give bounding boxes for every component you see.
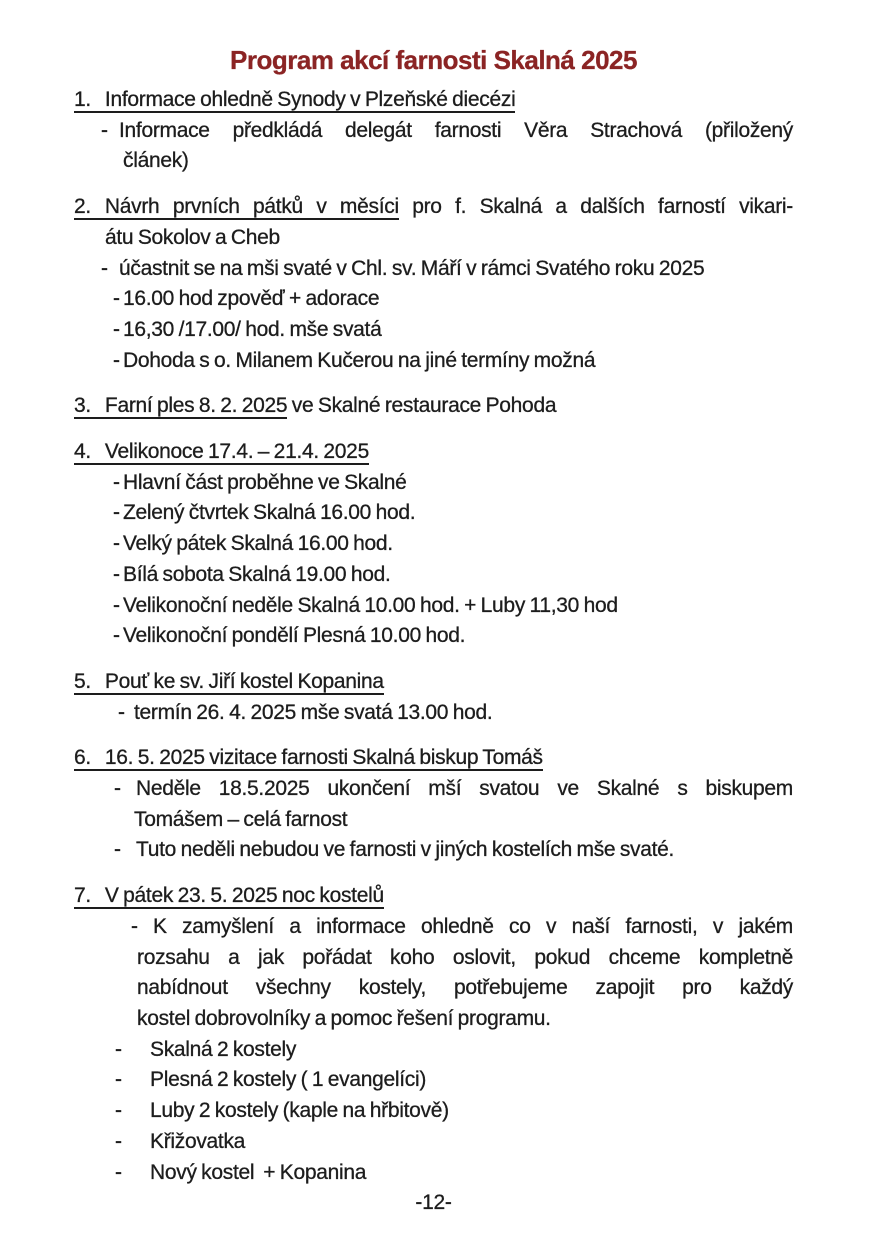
dash-marker: - — [113, 317, 120, 341]
dash-marker: - — [118, 700, 125, 724]
item-line — [74, 973, 793, 1004]
item-text: K zamyšlení a informace ohledně co v naší farnosti, v jakém — [153, 914, 793, 938]
item-text: termín 26. 4. 2025 mše svatá 13.00 hod. — [134, 700, 493, 724]
section-2 — [74, 192, 793, 376]
heading-rest-text: pro f. Skalná a dalších farností vikari- — [398, 195, 793, 219]
section-heading — [74, 667, 793, 698]
dash-marker: - — [113, 348, 120, 372]
item-line — [74, 560, 793, 591]
item-line — [74, 468, 793, 499]
item-line — [74, 284, 793, 315]
item-text: Bílá sobota Skalná 19.00 hod. — [123, 562, 391, 586]
dash-marker: - — [113, 470, 120, 494]
item-text: 16.00 hod zpověď + adorace — [123, 287, 380, 311]
item-line — [74, 1096, 793, 1127]
item-line — [74, 498, 793, 529]
item-line — [74, 1065, 793, 1096]
dash-marker: - — [114, 777, 121, 801]
section-4 — [74, 437, 793, 652]
dash-marker: - — [101, 256, 108, 280]
item-text: 16,30 /17.00/ hod. mše svatá — [123, 317, 382, 341]
dash-marker: - — [115, 1099, 122, 1123]
section-heading — [74, 192, 793, 223]
item-line — [74, 835, 793, 866]
section-heading — [74, 743, 793, 774]
dash-marker: - — [113, 501, 120, 525]
item-text: nabídnout všechny kostely, potřebujeme zapojit pro každý — [137, 976, 793, 1000]
item-line — [74, 774, 793, 805]
dash-marker: - — [113, 593, 120, 617]
heading-underlined-text: Pouť ke sv. Jiří kostel Kopanina — [104, 669, 384, 693]
dash-marker: - — [113, 624, 120, 648]
item-line — [74, 346, 793, 377]
section-number: 5. — [74, 670, 105, 695]
item-line — [74, 1158, 793, 1189]
dash-marker: - — [113, 287, 120, 311]
section-5 — [74, 667, 793, 728]
item-line — [74, 146, 793, 177]
item-text: Tomášem – celá farnost — [134, 807, 348, 831]
section-number: 3. — [74, 394, 105, 419]
item-line — [74, 805, 793, 836]
item-line — [74, 591, 793, 622]
item-line — [74, 116, 793, 147]
item-text: kostel dobrovolníky a pomoc řešení programu. — [137, 1006, 551, 1030]
section-number: 4. — [74, 440, 105, 465]
item-text: Zelený čtvrtek Skalná 16.00 hod. — [123, 501, 416, 525]
item-text: rozsahu a jak pořádat koho oslovit, pokud chceme kompletně — [137, 945, 793, 969]
item-text: Hlavní část proběhne ve Skalné — [123, 470, 407, 494]
item-text: Luby 2 kostely (kaple na hřbitově) — [150, 1099, 449, 1123]
item-text: Skalná 2 kostely — [150, 1037, 297, 1061]
section-number: 6. — [74, 746, 105, 771]
item-text: Velikonoční pondělí Plesná 10.00 hod. — [123, 624, 466, 648]
dash-marker: - — [131, 914, 138, 938]
heading-underlined-text: Velikonoce 17.4. – 21.4. 2025 — [104, 440, 369, 464]
item-text: účastnit se na mši svaté v Chl. sv. Máří v rámci Svatého roku 2025 — [119, 256, 705, 280]
item-text: Křižovatka — [150, 1129, 246, 1153]
heading-underlined-text: Informace ohledně Synody v Plzeňské diecézi — [104, 88, 516, 111]
heading-underlined-text: Farní ples 8. 2. 2025 — [104, 394, 288, 418]
sections — [74, 85, 793, 1188]
dash-marker: - — [115, 1068, 122, 1092]
item-text: Informace předkládá delegát farnosti Věra Strachová (přiložený — [119, 118, 793, 142]
item-text: Nový kostel + Kopanina — [150, 1160, 367, 1184]
item-text: Neděle 18.5.2025 ukončení mší svatou ve Skalné s biskupem — [136, 777, 793, 801]
item-text: Plesná 2 kostely ( 1 evangelíci) — [150, 1068, 427, 1092]
item-line — [74, 254, 793, 285]
item-line — [74, 315, 793, 346]
section-number: 2. — [74, 195, 105, 220]
item-text: článek) — [123, 149, 189, 173]
item-line — [74, 1004, 793, 1035]
page-number: -12- — [415, 1191, 452, 1215]
item-line — [74, 529, 793, 560]
item-text: Dohoda s o. Milanem Kučerou na jiné termíny možná — [123, 348, 596, 372]
section-heading — [74, 391, 793, 422]
section-heading — [74, 85, 793, 116]
heading-underlined-text: 16. 5. 2025 vizitace farnosti Skalná biskup Tomáš — [104, 746, 543, 770]
item-line — [74, 698, 793, 729]
section-heading — [74, 881, 793, 912]
dash-marker: - — [115, 1160, 122, 1184]
item-line — [74, 1127, 793, 1158]
section-heading — [74, 437, 793, 468]
heading-rest-text: ve Skalné restaurace Pohoda — [287, 394, 557, 418]
dash-marker: - — [115, 1037, 122, 1061]
section-7 — [74, 881, 793, 1188]
dash-marker: - — [114, 838, 121, 862]
section-number: 1. — [74, 88, 105, 113]
item-text: Tuto neděli nebudou ve farnosti v jiných kostelích mše svaté. — [136, 838, 675, 862]
heading-underlined-text: Návrh prvních pátků v měsíci — [104, 195, 399, 219]
item-line — [74, 1035, 793, 1066]
heading-continuation: átu Sokolov a Cheb — [105, 225, 280, 249]
item-text: Velikonoční neděle Skalná 10.00 hod. + Luby 11,30 hod — [123, 593, 618, 617]
item-line — [74, 912, 793, 943]
page-title: Program akcí farnosti Skalná 2025 — [230, 45, 637, 75]
section-6 — [74, 743, 793, 866]
dash-marker: - — [115, 1129, 122, 1153]
section-3 — [74, 391, 793, 422]
item-text: Velký pátek Skalná 16.00 hod. — [123, 532, 393, 556]
heading-underlined-text: V pátek 23. 5. 2025 noc kostelů — [104, 884, 384, 908]
section-1 — [74, 85, 793, 177]
item-line — [74, 621, 793, 652]
dash-marker: - — [113, 532, 120, 556]
section-number: 7. — [74, 884, 105, 909]
dash-marker: - — [113, 562, 120, 586]
item-line — [74, 943, 793, 974]
dash-marker: - — [101, 118, 108, 142]
